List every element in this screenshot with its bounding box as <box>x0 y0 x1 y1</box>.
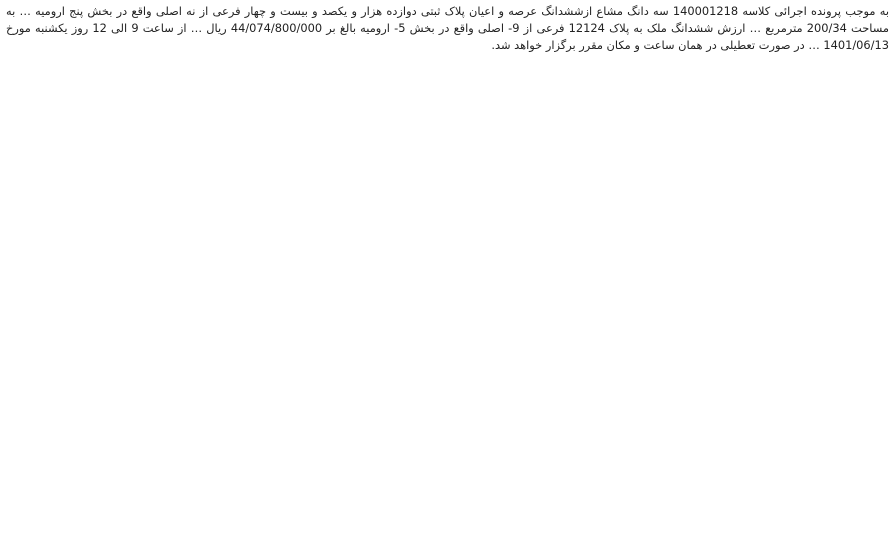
notice-segment: به مساحت 200/34 مترمربع <box>6 4 889 35</box>
notice-segment: در صورت تعطیلی در همان ساعت و مکان مقرر برگزار خواهد شد. <box>491 37 805 52</box>
notice-segment: از ساعت 9 الی 12 روز یکشنبه مورخ 1401/06/13 <box>6 20 889 52</box>
notice-segment: ارزش ششدانگ ملک به پلاک 12124 فرعی از 9- اصلی واقع در بخش 5- ارومیه بالغ بر 44/074/800/000 ریال <box>206 20 746 35</box>
notice-segment: به موجب پرونده اجرائی کلاسه 140001218 سه دانگ مشاع ازششدانگ عرصه و اعیان پلاک ثبتی دوازده هزار و یکصد و بیست و چهار فرعی از نه اصلی واقع در بخش پنج ارومیه <box>35 4 889 18</box>
notice-paragraph: به موجب پرونده اجرائی کلاسه 140001218 سه دانگ مشاع ازششدانگ عرصه و اعیان پلاک ثبتی دوازده هزار و یکصد و بیست و چهار فرعی از نه اصلی واقع در بخش پنج ارومیه … به مساحت 200/34 مترمربع … ارزش ششدانگ ملک به پلاک 12124 فرعی از 9- اصلی واقع در بخش 5- ارومیه بالغ بر 44/074/800/000 ریال … از ساعت 9 الی 12 روز یکشنبه مورخ 1401/06/13 … در صورت تعطیلی در همان ساعت و مکان مقرر برگزار خواهد شد. <box>6 4 889 52</box>
